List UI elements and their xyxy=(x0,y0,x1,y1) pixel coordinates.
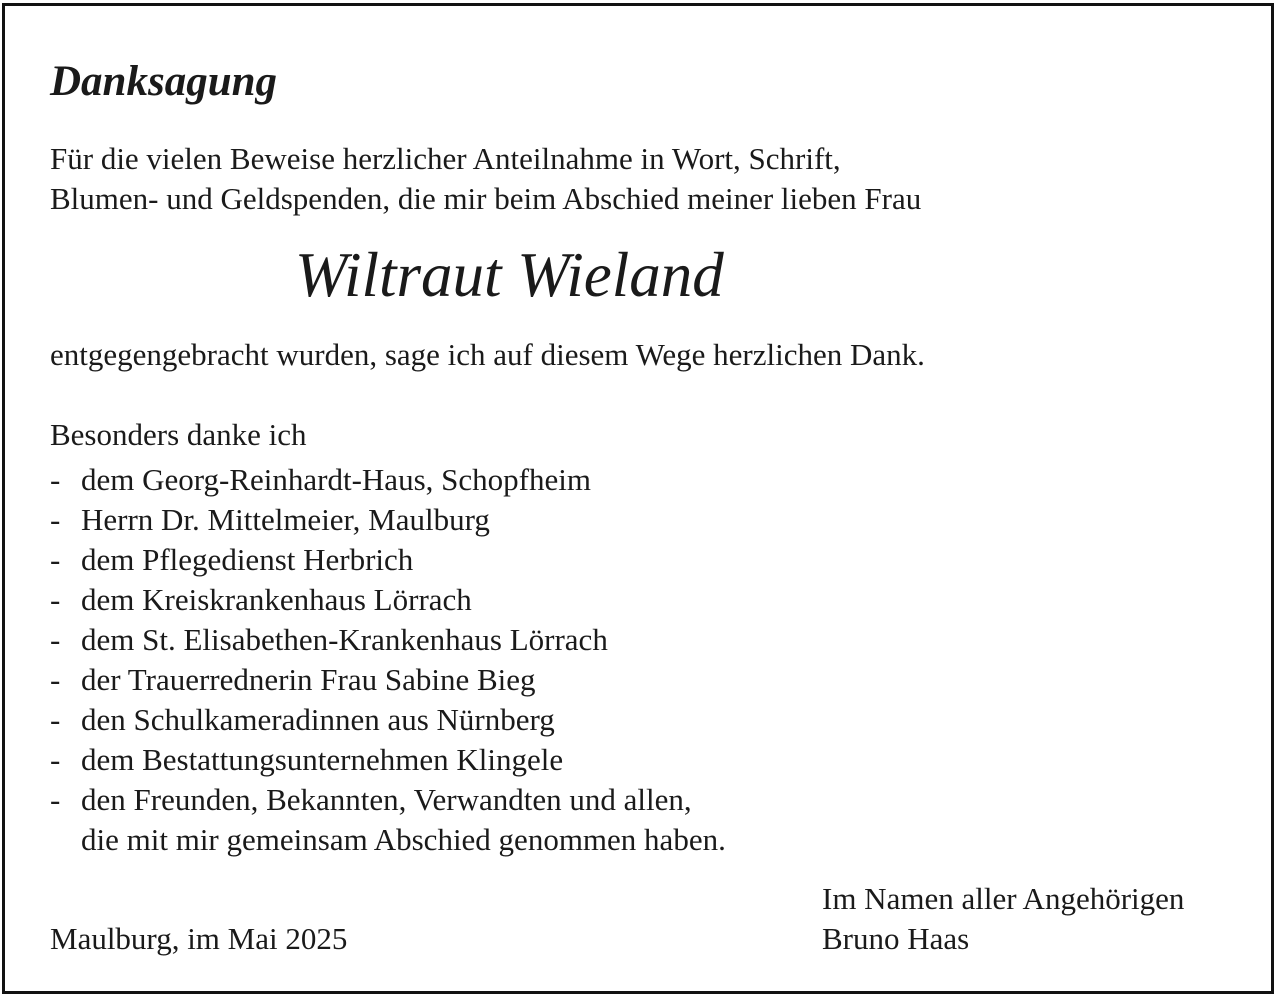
gratitude-sentence: entgegengebracht wurden, sage ich auf diesem Wege herzlichen Dank. xyxy=(50,337,925,372)
list-item xyxy=(50,660,726,700)
list-item-text: dem Kreiskrankenhaus Lörrach xyxy=(81,582,472,617)
list-item xyxy=(50,780,726,860)
deceased-name: Wiltraut Wieland xyxy=(295,240,724,310)
list-item xyxy=(50,540,726,580)
list-item-text: dem St. Elisabethen-Krankenhaus Lörrach xyxy=(81,622,608,657)
thanks-intro: Besonders danke ich xyxy=(50,417,307,452)
list-item-text: dem Bestattungsunternehmen Klingele xyxy=(81,742,564,777)
list-item xyxy=(50,740,726,780)
list-dash: - xyxy=(50,662,61,697)
signature-block xyxy=(822,879,1184,959)
list-dash: - xyxy=(50,462,61,497)
intro-paragraph xyxy=(50,139,1200,219)
list-dash: - xyxy=(50,502,61,537)
list-item xyxy=(50,500,726,540)
place-date: Maulburg, im Mai 2025 xyxy=(50,921,348,956)
list-dash: - xyxy=(50,622,61,657)
notice-heading: Danksagung xyxy=(50,58,278,105)
list-item-text: dem Georg-Reinhardt-Haus, Schopfheim xyxy=(81,462,591,497)
list-dash: - xyxy=(50,582,61,617)
intro-line: Für die vielen Beweise herzlicher Anteilnahme in Wort, Schrift, xyxy=(50,141,841,176)
list-item xyxy=(50,620,726,660)
list-dash: - xyxy=(50,742,61,777)
list-item-text: Herrn Dr. Mittelmeier, Maulburg xyxy=(81,502,490,537)
list-item-text-continued: die mit mir gemeinsam Abschied genommen haben. xyxy=(81,822,726,857)
list-dash: - xyxy=(50,702,61,737)
list-item-text: dem Pflegedienst Herbrich xyxy=(81,542,414,577)
signature-line: Im Namen aller Angehörigen xyxy=(822,881,1185,916)
thanks-list xyxy=(50,460,726,860)
list-item-text: der Trauerrednerin Frau Sabine Bieg xyxy=(81,662,536,697)
list-dash: - xyxy=(50,782,61,817)
list-item xyxy=(50,460,726,500)
list-item xyxy=(50,580,726,620)
list-item-text: den Freunden, Bekannten, Verwandten und allen, xyxy=(81,782,692,817)
intro-line: Blumen- und Geldspenden, die mir beim Abschied meiner lieben Frau xyxy=(50,181,922,216)
signer-name: Bruno Haas xyxy=(822,921,970,956)
notice-frame xyxy=(2,3,1274,994)
list-item xyxy=(50,700,726,740)
list-dash: - xyxy=(50,542,61,577)
list-item-text: den Schulkameradinnen aus Nürnberg xyxy=(81,702,555,737)
